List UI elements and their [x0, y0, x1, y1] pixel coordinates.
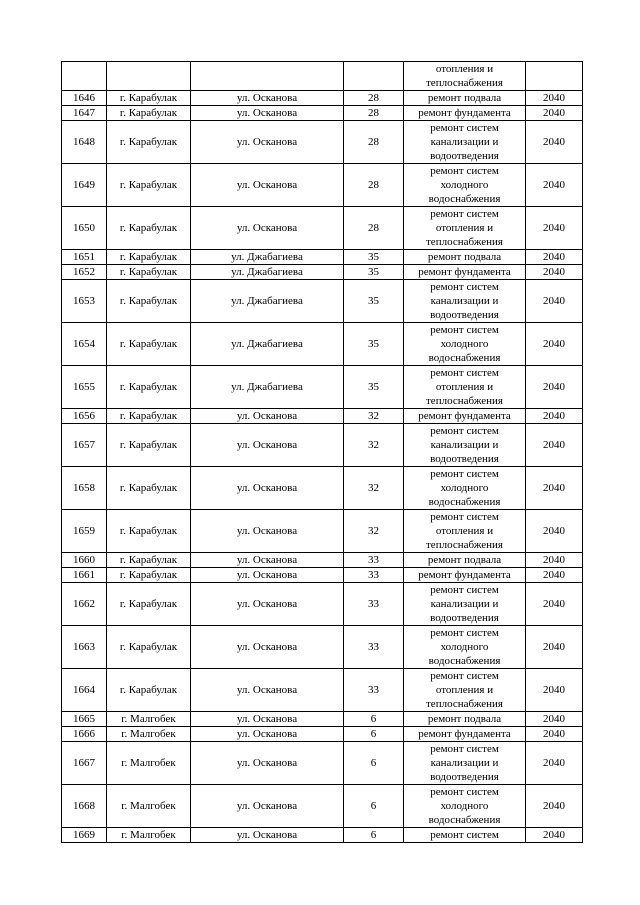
table-row [62, 828, 583, 843]
cell-year: 2040 [526, 366, 583, 409]
cell-work-type: ремонт систем канализации и водоотведения [404, 280, 526, 323]
cell-year: 2040 [526, 409, 583, 424]
cell-house: 35 [344, 366, 404, 409]
cell-year: 2040 [526, 626, 583, 669]
cell-year: 2040 [526, 265, 583, 280]
cell-street: ул. Осканова [191, 164, 344, 207]
cell-city: г. Карабулак [107, 669, 191, 712]
cell-house: 33 [344, 626, 404, 669]
cell-house: 28 [344, 207, 404, 250]
table-row [62, 727, 583, 742]
cell-street: ул. Осканова [191, 669, 344, 712]
cell-number: 1654 [62, 323, 107, 366]
table-row [62, 121, 583, 164]
table-row [62, 323, 583, 366]
cell-number: 1668 [62, 785, 107, 828]
cell-house: 6 [344, 785, 404, 828]
cell-city: г. Карабулак [107, 467, 191, 510]
cell-work-type: ремонт систем холодного водоснабжения [404, 323, 526, 366]
cell-number: 1656 [62, 409, 107, 424]
cell-year: 2040 [526, 424, 583, 467]
cell-work-type: ремонт систем канализации и водоотведения [404, 121, 526, 164]
cell-city: г. Карабулак [107, 510, 191, 553]
cell-city: г. Карабулак [107, 106, 191, 121]
cell-city: г. Малгобек [107, 712, 191, 727]
table-row [62, 742, 583, 785]
table-row [62, 583, 583, 626]
cell-work-type: ремонт систем холодного водоснабжения [404, 626, 526, 669]
cell-number: 1658 [62, 467, 107, 510]
cell-house: 35 [344, 280, 404, 323]
cell-street: ул. Осканова [191, 626, 344, 669]
cell-street: ул. Джабагиева [191, 323, 344, 366]
cell-street: ул. Джабагиева [191, 265, 344, 280]
table-row [62, 106, 583, 121]
table-row [62, 91, 583, 106]
cell-work-type: ремонт систем холодного водоснабжения [404, 467, 526, 510]
cell-year: 2040 [526, 467, 583, 510]
cell-year: 2040 [526, 106, 583, 121]
cell-city: г. Карабулак [107, 424, 191, 467]
cell-house: 33 [344, 583, 404, 626]
cell-year: 2040 [526, 785, 583, 828]
cell-year: 2040 [526, 742, 583, 785]
cell-city: г. Карабулак [107, 121, 191, 164]
cell-house: 35 [344, 250, 404, 265]
cell-year: 2040 [526, 121, 583, 164]
cell-street: ул. Осканова [191, 553, 344, 568]
cell-year: 2040 [526, 323, 583, 366]
cell-house: 6 [344, 712, 404, 727]
cell-work-type: ремонт систем отопления и теплоснабжения [404, 669, 526, 712]
cell-year [526, 62, 583, 91]
cell-city [107, 62, 191, 91]
cell-number: 1651 [62, 250, 107, 265]
cell-house: 28 [344, 164, 404, 207]
cell-city: г. Карабулак [107, 250, 191, 265]
cell-number: 1657 [62, 424, 107, 467]
cell-house: 33 [344, 568, 404, 583]
cell-city: г. Карабулак [107, 626, 191, 669]
table-row [62, 164, 583, 207]
cell-year: 2040 [526, 280, 583, 323]
cell-work-type: ремонт систем отопления и теплоснабжения [404, 207, 526, 250]
cell-house: 35 [344, 323, 404, 366]
cell-street: ул. Джабагиева [191, 366, 344, 409]
table-row-continued [62, 62, 583, 91]
cell-house [344, 62, 404, 91]
cell-year: 2040 [526, 250, 583, 265]
cell-number: 1659 [62, 510, 107, 553]
cell-year: 2040 [526, 727, 583, 742]
cell-number: 1660 [62, 553, 107, 568]
cell-year: 2040 [526, 510, 583, 553]
cell-street: ул. Осканова [191, 568, 344, 583]
table-row [62, 265, 583, 280]
cell-number: 1650 [62, 207, 107, 250]
table-row [62, 712, 583, 727]
cell-street: ул. Осканова [191, 106, 344, 121]
cell-work-type: ремонт фундамента [404, 106, 526, 121]
cell-city: г. Карабулак [107, 553, 191, 568]
cell-number: 1666 [62, 727, 107, 742]
cell-year: 2040 [526, 712, 583, 727]
cell-city: г. Карабулак [107, 568, 191, 583]
cell-house: 33 [344, 669, 404, 712]
cell-year: 2040 [526, 828, 583, 843]
cell-number: 1662 [62, 583, 107, 626]
cell-house: 6 [344, 742, 404, 785]
cell-house: 28 [344, 121, 404, 164]
cell-work-type: ремонт фундамента [404, 727, 526, 742]
cell-work-type: ремонт систем канализации и водоотведения [404, 424, 526, 467]
table-row [62, 280, 583, 323]
cell-city: г. Карабулак [107, 583, 191, 626]
cell-city: г. Карабулак [107, 164, 191, 207]
cell-number: 1648 [62, 121, 107, 164]
table-row [62, 785, 583, 828]
cell-number: 1652 [62, 265, 107, 280]
cell-year: 2040 [526, 553, 583, 568]
cell-work-type: ремонт подвала [404, 250, 526, 265]
cell-work-type: ремонт систем отопления и теплоснабжения [404, 510, 526, 553]
cell-year: 2040 [526, 91, 583, 106]
table-row [62, 250, 583, 265]
cell-work-type: ремонт систем канализации и водоотведения [404, 583, 526, 626]
cell-city: г. Карабулак [107, 207, 191, 250]
cell-house: 32 [344, 467, 404, 510]
table-row [62, 669, 583, 712]
cell-street: ул. Осканова [191, 828, 344, 843]
cell-year: 2040 [526, 164, 583, 207]
cell-year: 2040 [526, 669, 583, 712]
cell-street: ул. Осканова [191, 785, 344, 828]
cell-city: г. Малгобек [107, 785, 191, 828]
cell-house: 33 [344, 553, 404, 568]
cell-number: 1669 [62, 828, 107, 843]
cell-number: 1647 [62, 106, 107, 121]
cell-number: 1661 [62, 568, 107, 583]
cell-house: 6 [344, 828, 404, 843]
cell-number: 1663 [62, 626, 107, 669]
cell-street: ул. Осканова [191, 742, 344, 785]
table-body [62, 62, 583, 843]
table-row [62, 366, 583, 409]
table-row [62, 207, 583, 250]
cell-work-type: ремонт систем холодного водоснабжения [404, 785, 526, 828]
cell-house: 32 [344, 424, 404, 467]
cell-street: ул. Осканова [191, 121, 344, 164]
cell-work-type: ремонт подвала [404, 553, 526, 568]
cell-street: ул. Осканова [191, 510, 344, 553]
cell-street: ул. Джабагиева [191, 250, 344, 265]
cell-city: г. Малгобек [107, 828, 191, 843]
cell-number: 1653 [62, 280, 107, 323]
cell-street [191, 62, 344, 91]
cell-work-type: ремонт фундамента [404, 568, 526, 583]
cell-work-type: ремонт подвала [404, 712, 526, 727]
cell-number [62, 62, 107, 91]
cell-city: г. Карабулак [107, 323, 191, 366]
cell-street: ул. Осканова [191, 467, 344, 510]
cell-work-type: ремонт подвала [404, 91, 526, 106]
cell-city: г. Малгобек [107, 727, 191, 742]
table-row [62, 553, 583, 568]
table-row [62, 409, 583, 424]
cell-house: 35 [344, 265, 404, 280]
cell-street: ул. Осканова [191, 207, 344, 250]
cell-year: 2040 [526, 583, 583, 626]
cell-work-type: ремонт систем отопления и теплоснабжения [404, 366, 526, 409]
cell-year: 2040 [526, 568, 583, 583]
cell-number: 1665 [62, 712, 107, 727]
table-row [62, 568, 583, 583]
cell-city: г. Карабулак [107, 366, 191, 409]
cell-work-type: ремонт систем [404, 828, 526, 843]
cell-work-type: ремонт фундамента [404, 409, 526, 424]
cell-street: ул. Осканова [191, 91, 344, 106]
table-row [62, 510, 583, 553]
cell-number: 1664 [62, 669, 107, 712]
cell-year: 2040 [526, 207, 583, 250]
cell-street: ул. Осканова [191, 727, 344, 742]
cell-number: 1649 [62, 164, 107, 207]
cell-number: 1646 [62, 91, 107, 106]
table-row [62, 626, 583, 669]
cell-city: г. Карабулак [107, 265, 191, 280]
cell-street: ул. Осканова [191, 712, 344, 727]
cell-city: г. Карабулак [107, 91, 191, 106]
cell-work-type: ремонт фундамента [404, 265, 526, 280]
cell-house: 32 [344, 510, 404, 553]
table-row [62, 424, 583, 467]
cell-street: ул. Осканова [191, 409, 344, 424]
cell-city: г. Карабулак [107, 409, 191, 424]
work-schedule-table [61, 61, 583, 843]
cell-street: ул. Осканова [191, 424, 344, 467]
cell-house: 28 [344, 106, 404, 121]
cell-work-type: отопления и теплоснабжения [404, 62, 526, 91]
cell-house: 28 [344, 91, 404, 106]
cell-city: г. Карабулак [107, 280, 191, 323]
cell-number: 1667 [62, 742, 107, 785]
cell-house: 6 [344, 727, 404, 742]
cell-house: 32 [344, 409, 404, 424]
cell-city: г. Малгобек [107, 742, 191, 785]
cell-work-type: ремонт систем холодного водоснабжения [404, 164, 526, 207]
cell-street: ул. Джабагиева [191, 280, 344, 323]
cell-number: 1655 [62, 366, 107, 409]
table-row [62, 467, 583, 510]
cell-work-type: ремонт систем канализации и водоотведения [404, 742, 526, 785]
cell-street: ул. Осканова [191, 583, 344, 626]
